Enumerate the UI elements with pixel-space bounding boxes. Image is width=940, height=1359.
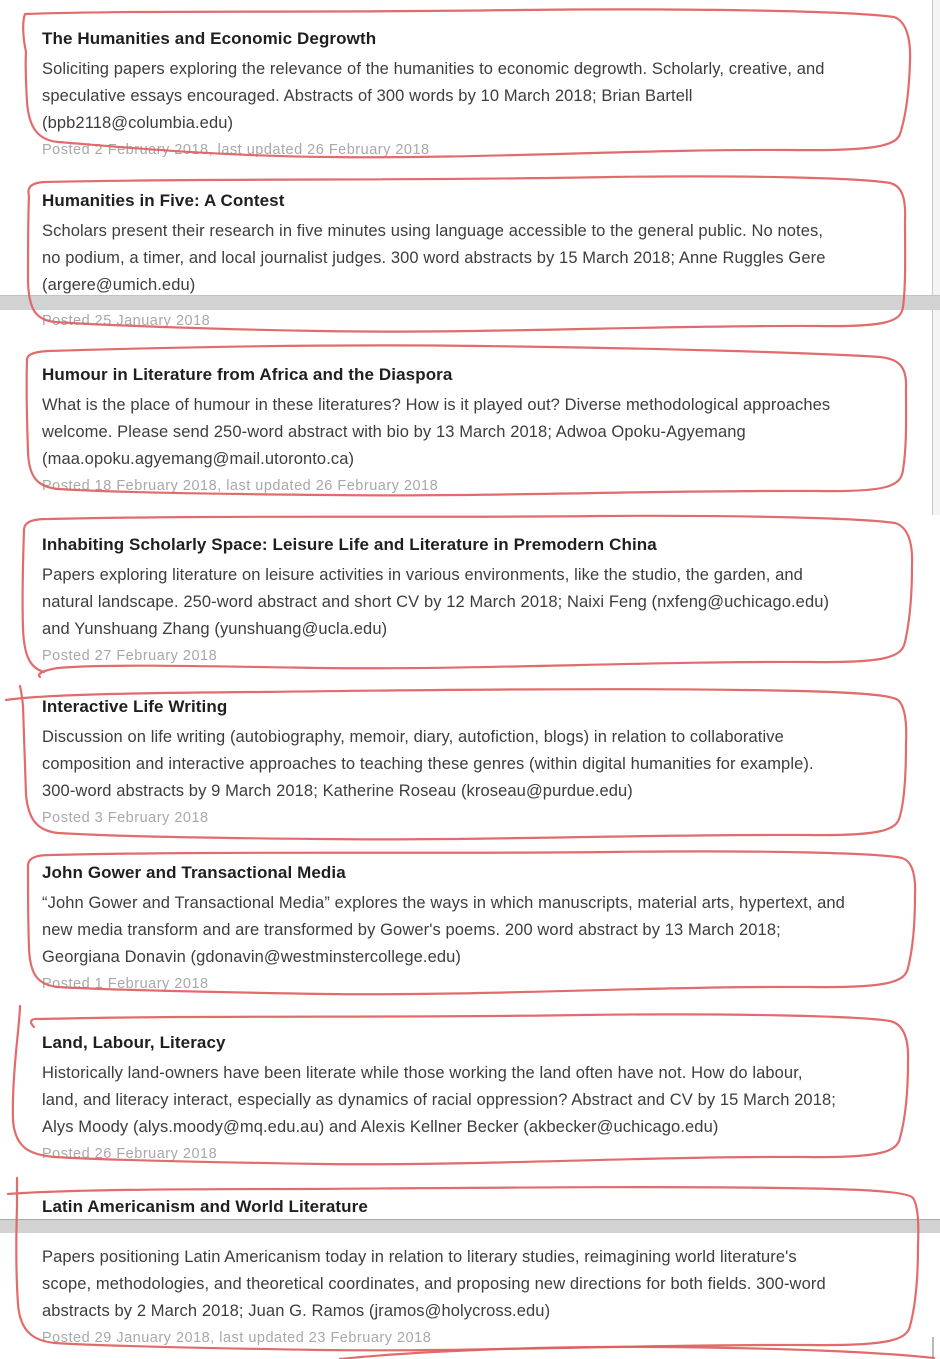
cfp-listing bbox=[42, 862, 894, 993]
cfp-title: Humour in Literature from Africa and the Diaspora bbox=[42, 365, 453, 384]
cfp-description bbox=[42, 1060, 894, 1141]
description-line: Soliciting papers exploring the relevance of the humanities to economic degrowth. Scholarly, creative, and bbox=[42, 60, 825, 78]
description-line: What is the place of humour in these literatures? How is it played out? Diverse methodological approaches bbox=[42, 396, 831, 414]
description-line: no podium, a timer, and local journalist judges. 300 word abstracts by 15 March 2018; Anne Ruggles Gere bbox=[42, 249, 826, 267]
description-line: 300-word abstracts by 9 March 2018; Katherine Roseau (kroseau@purdue.edu) bbox=[42, 782, 633, 800]
cfp-description bbox=[42, 218, 894, 299]
description-line: speculative essays encouraged. Abstracts of 300 words by 10 March 2018; Brian Bartell bbox=[42, 87, 693, 105]
cfp-listing bbox=[42, 696, 894, 827]
description-line: Discussion on life writing (autobiography, memoir, diary, autofiction, blogs) in relation to collaborative bbox=[42, 728, 784, 746]
cfp-title: John Gower and Transactional Media bbox=[42, 863, 346, 882]
posted-date: Posted 25 January 2018 bbox=[42, 313, 211, 329]
cfp-title: Latin Americanism and World Literature bbox=[42, 1197, 368, 1216]
page-right-margin bbox=[933, 0, 940, 515]
description-line: Scholars present their research in five minutes using language accessible to the general public. No notes, bbox=[42, 222, 824, 240]
description-line: (bpb2118@columbia.edu) bbox=[42, 114, 234, 132]
description-line: (argere@umich.edu) bbox=[42, 276, 196, 294]
cfp-listing bbox=[42, 28, 894, 159]
cfp-description bbox=[42, 56, 894, 137]
cfp-listing bbox=[42, 364, 894, 495]
posted-date: Posted 27 February 2018 bbox=[42, 648, 218, 664]
description-line: natural landscape. 250-word abstract and short CV by 12 March 2018; Naixi Feng (nxfeng@uchicago.edu) bbox=[42, 593, 830, 611]
cfp-description bbox=[42, 562, 894, 643]
description-line: abstracts by 2 March 2018; Juan G. Ramos (jramos@holycross.edu) bbox=[42, 1302, 551, 1320]
description-line: new media transform and are transformed by Gower's poems. 200 word abstract by 13 March 2018; bbox=[42, 921, 781, 939]
posted-date: Posted 18 February 2018, last updated 26 February 2018 bbox=[42, 478, 439, 494]
scrollbar-fragment[interactable] bbox=[932, 1337, 934, 1357]
cfp-listing bbox=[42, 534, 894, 665]
description-line: (maa.opoku.agyemang@mail.utoronto.ca) bbox=[42, 450, 355, 468]
description-line: Papers positioning Latin Americanism today in relation to literary studies, reimagining world literature's bbox=[42, 1248, 797, 1266]
cfp-title: Interactive Life Writing bbox=[42, 697, 228, 716]
posted-date: Posted 3 February 2018 bbox=[42, 810, 209, 826]
cfp-title: Land, Labour, Literacy bbox=[42, 1033, 226, 1052]
description-line: scope, methodologies, and theoretical coordinates, and proposing new directions for both fields. 300-word bbox=[42, 1275, 826, 1293]
description-line: welcome. Please send 250-word abstract with bio by 13 March 2018; Adwoa Opoku-Agyemang bbox=[42, 423, 746, 441]
cfp-description bbox=[42, 890, 894, 971]
description-line: Papers exploring literature on leisure activities in various environments, like the studio, the garden, and bbox=[42, 566, 803, 584]
description-line: Alys Moody (alys.moody@mq.edu.au) and Alexis Kellner Becker (akbecker@uchicago.edu) bbox=[42, 1118, 719, 1136]
description-line: Georgiana Donavin (gdonavin@westminstercollege.edu) bbox=[42, 948, 461, 966]
description-line: composition and interactive approaches to teaching these genres (within digital humanities for example). bbox=[42, 755, 814, 773]
cfp-listing bbox=[42, 190, 894, 330]
cfp-listing bbox=[42, 1032, 894, 1163]
cfp-description bbox=[42, 392, 894, 473]
description-line: “John Gower and Transactional Media” explores the ways in which manuscripts, material arts, hypertext, and bbox=[42, 894, 845, 912]
description-line: land, and literacy interact, especially as dynamics of racial oppression? Abstract and CV by 15 March 2018; bbox=[42, 1091, 836, 1109]
panel-right-border bbox=[932, 0, 933, 515]
description-line: and Yunshuang Zhang (yunshuang@ucla.edu) bbox=[42, 620, 388, 638]
posted-date: Posted 2 February 2018, last updated 26 February 2018 bbox=[42, 142, 430, 158]
cfp-title: Inhabiting Scholarly Space: Leisure Life and Literature in Premodern China bbox=[42, 535, 657, 554]
description-line: Historically land-owners have been literate while those working the land often have not. How do labour, bbox=[42, 1064, 803, 1082]
posted-date: Posted 26 February 2018 bbox=[42, 1146, 218, 1162]
annotation-circle-partial bbox=[340, 1347, 934, 1359]
cfp-description bbox=[42, 1244, 894, 1325]
cfp-title: Humanities in Five: A Contest bbox=[42, 191, 285, 210]
cfp-listing bbox=[42, 1196, 894, 1347]
cfp-description bbox=[42, 724, 894, 805]
cfp-title: The Humanities and Economic Degrowth bbox=[42, 29, 377, 48]
posted-date: Posted 29 January 2018, last updated 23 February 2018 bbox=[42, 1330, 432, 1346]
posted-date: Posted 1 February 2018 bbox=[42, 976, 209, 992]
